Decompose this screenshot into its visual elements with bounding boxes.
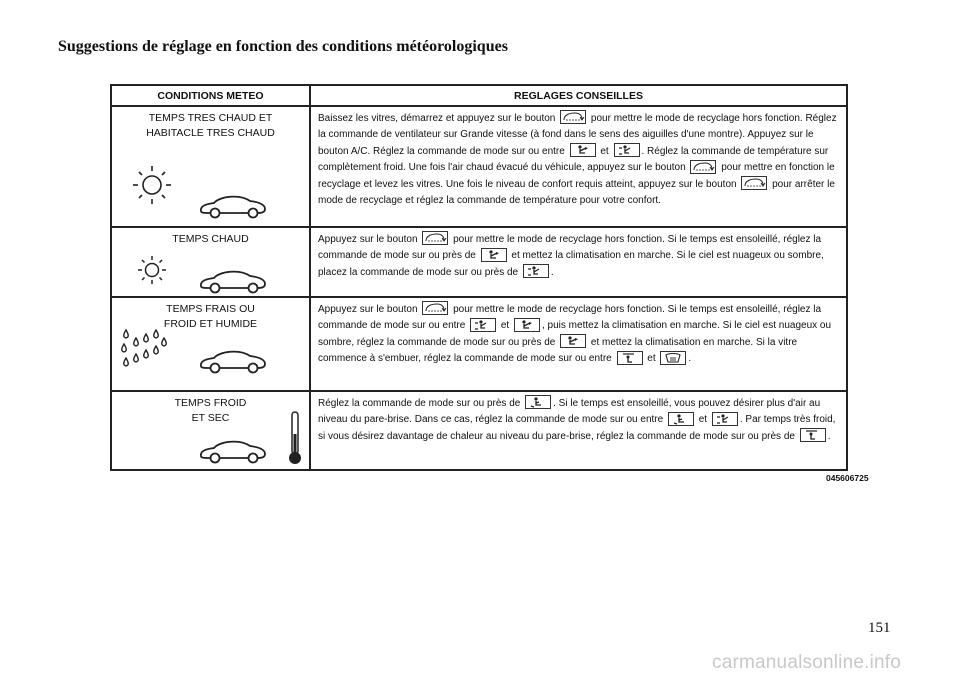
header-conditions: CONDITIONS METEO: [111, 85, 310, 106]
recirculation-icon: [560, 110, 586, 124]
car-icon: [198, 346, 268, 374]
floor-defrost-mode-icon: [800, 428, 826, 442]
condition-cell: [111, 297, 310, 391]
settings-cell: [310, 391, 847, 470]
condition-label: TEMPS FROID ET SEC: [174, 397, 247, 424]
panel-mode-icon: [560, 334, 586, 348]
sun-icon: [130, 163, 174, 207]
recirculation-icon: [422, 231, 448, 245]
panel-mode-icon: [570, 143, 596, 157]
settings-text: pour arrêter le mode de recyclage et réglez la commande de température pour votre confort.: [318, 178, 835, 207]
settings-text: Réglez la commande de mode sur ou près de: [318, 398, 524, 409]
settings-text: et mettez la climatisation en marche. Si le ciel est nuageux ou sombre, placez la commande de mode sur ou près de: [318, 250, 824, 278]
settings-text: .: [550, 266, 554, 278]
settings-text: pour mettre le mode de recyclage hors fonction. Si le temps est ensoleillé, réglez la commande de mode sur ou entre: [318, 304, 822, 332]
table-row-cool-humid: [111, 297, 847, 391]
car-icon: [198, 266, 268, 294]
bilevel-mode-icon: [470, 318, 496, 332]
rain-drops-icon: [120, 328, 168, 376]
condition-label: TEMPS FRAIS OU FROID ET HUMIDE: [163, 303, 258, 330]
settings-text: . Si le temps est ensoleillé, vous pouvez désirer plus d'air au niveau du pare-brise. Dans ce cas, réglez la commande de mode sur ou entre: [318, 398, 821, 426]
condition-cell: [111, 106, 310, 227]
settings-text: .: [827, 430, 831, 442]
settings-text: et mettez la climatisation en marche. Si la vitre commence à s'embuer, réglez la commande de mode sur ou entre: [318, 336, 798, 365]
settings-text: . Réglez la commande de température sur complètement froid. Une fois l'air chaud évacué du véhicule, appuyez sur le bouton: [318, 145, 829, 174]
settings-text: et: [597, 145, 612, 157]
weather-settings-table: [110, 84, 848, 471]
settings-text: , puis mettez la climatisation en marche. Si le ciel est nuageux ou sombre, réglez la commande de mode sur ou près de: [318, 320, 832, 348]
bilevel-mode-icon: [712, 412, 738, 426]
settings-cell: [310, 106, 847, 227]
bilevel-mode-icon: [523, 264, 549, 278]
condition-label: TEMPS CHAUD: [172, 233, 249, 245]
floor-defrost-mode-icon: [617, 351, 643, 365]
settings-text: et: [695, 414, 710, 426]
settings-cell: [310, 297, 847, 391]
condition-cell: [111, 227, 310, 297]
car-icon: [198, 191, 268, 219]
figure-code: 045606725: [826, 473, 869, 483]
settings-text: Appuyez sur le bouton: [318, 304, 421, 315]
settings-text: pour mettre le mode de recyclage hors fonction. Réglez la commande de ventilateur sur Grande vitesse (à fond dans le sens des aiguilles d'une montre). Appuyez sur le bouton A/C. Réglez la commande de mode sur ou entre: [318, 113, 837, 157]
condition-cell: [111, 391, 310, 470]
panel-mode-icon: [514, 318, 540, 332]
sun-icon: [136, 254, 168, 286]
table-header-row: [111, 85, 847, 106]
table-row-hot: [111, 227, 847, 297]
table-row-very-hot: [111, 106, 847, 227]
settings-text: Appuyez sur le bouton: [318, 234, 421, 245]
car-icon: [198, 436, 268, 464]
floor-mode-icon: [525, 395, 551, 409]
page-title: Suggestions de réglage en fonction des conditions météorologiques: [58, 38, 508, 55]
header-settings: REGLAGES CONSEILLES: [310, 85, 847, 106]
thermometer-icon: [288, 410, 302, 466]
settings-text: pour mettre en fonction le recyclage et levez les vitres. Une fois le niveau de confort requis atteint, appuyez sur le bouton: [318, 162, 835, 190]
panel-mode-icon: [481, 248, 507, 262]
page-number: 151: [868, 620, 891, 636]
recirculation-icon: [422, 301, 448, 315]
floor-mode-icon: [668, 412, 694, 426]
settings-text: .: [688, 353, 692, 365]
watermark: carmanualsonline.info: [712, 652, 902, 673]
bilevel-mode-icon: [614, 143, 640, 157]
settings-text: et: [498, 320, 512, 332]
condition-label: TEMPS TRES CHAUD ET HABITACLE TRES CHAUD: [146, 112, 275, 139]
settings-text: . Par temps très froid, si vous désirez davantage de chaleur au niveau du pare-brise, réglez la commande de mode sur ou près de: [318, 414, 836, 442]
defrost-mode-icon: [660, 351, 686, 365]
settings-text: et: [644, 353, 659, 365]
settings-text: pour mettre le mode de recyclage hors fonction. Si le temps est ensoleillé, réglez la commande de mode sur ou près de: [318, 234, 822, 262]
settings-cell: [310, 227, 847, 297]
table-row-cold-dry: [111, 391, 847, 470]
settings-text: Baissez les vitres, démarrez et appuyez sur le bouton: [318, 113, 559, 124]
recirculation-icon: [690, 160, 716, 174]
recirculation-icon: [741, 176, 767, 190]
